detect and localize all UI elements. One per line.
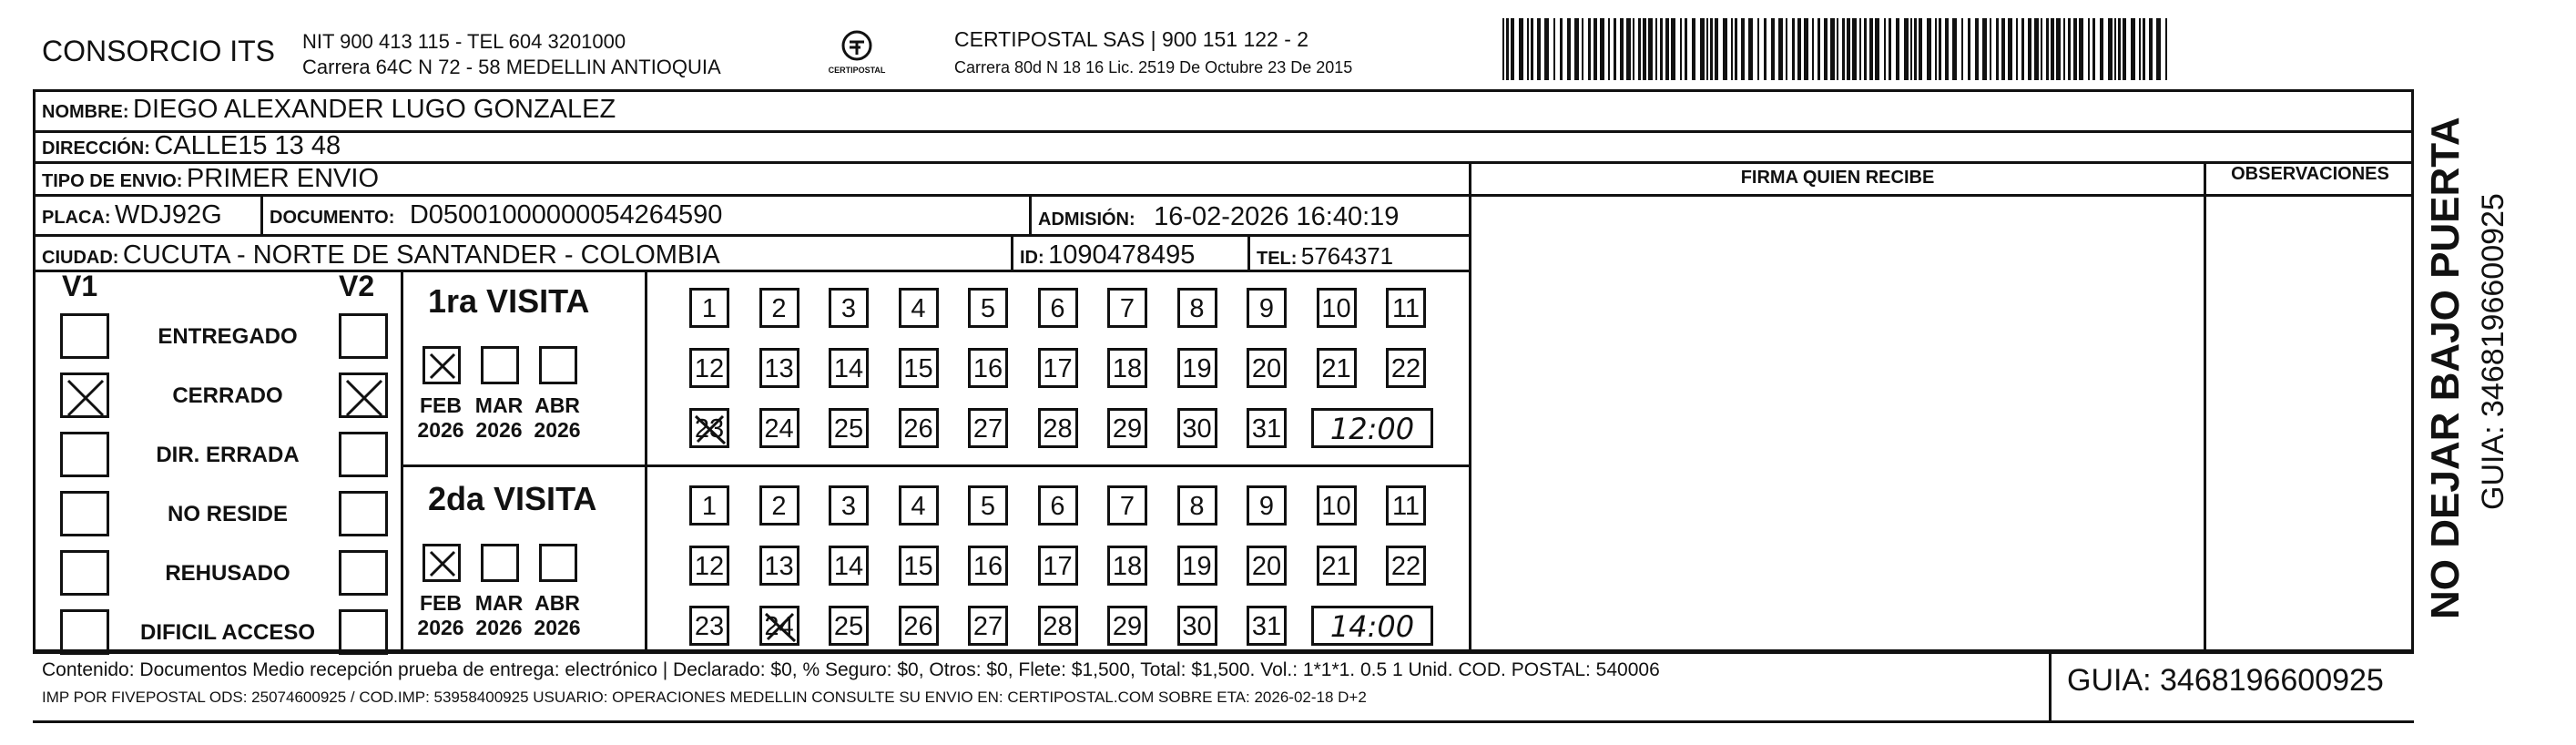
v1-checkbox[interactable] — [60, 372, 109, 418]
status-label: REHUSADO — [165, 561, 290, 586]
v2-checkbox[interactable] — [339, 550, 388, 596]
v2-checkbox[interactable] — [339, 432, 388, 477]
day-box[interactable]: 27 — [968, 606, 1008, 646]
v2-checkbox[interactable] — [339, 372, 388, 418]
day-box[interactable]: 17 — [1038, 348, 1078, 388]
v2-checkbox[interactable] — [339, 491, 388, 536]
day-box[interactable]: 3 — [829, 288, 869, 328]
month-checkbox[interactable] — [423, 544, 461, 582]
courier-address: Carrera 80d N 18 16 Lic. 2519 De Octubre 23 De 2015 — [954, 58, 1353, 77]
admision-value: 16-02-2026 16:40:19 — [1154, 202, 1400, 231]
status-label: CERRADO — [172, 383, 283, 408]
day-box[interactable]: 8 — [1177, 288, 1217, 328]
day-box[interactable]: 7 — [1107, 288, 1147, 328]
v1-checkbox[interactable] — [60, 491, 109, 536]
day-box[interactable]: 5 — [968, 288, 1008, 328]
ciudad-field — [42, 240, 720, 270]
day-box[interactable]: 3 — [829, 485, 869, 526]
company-address: Carrera 64C N 72 - 58 MEDELLIN ANTIOQUIA — [302, 56, 721, 78]
id-field — [1020, 240, 1195, 270]
month-checkbox[interactable] — [481, 346, 519, 384]
placa-label: PLACA: — [42, 208, 111, 228]
day-box[interactable]: 31 — [1247, 606, 1287, 646]
no-dejar-bajo-puerta: NO DEJAR BAJO PUERTA — [2423, 117, 2468, 619]
status-label: DIR. ERRADA — [156, 443, 300, 467]
day-box[interactable]: 20 — [1247, 546, 1287, 586]
v2-checkbox[interactable] — [339, 609, 388, 655]
time-box[interactable] — [1311, 606, 1433, 646]
status-label: ENTREGADO — [158, 324, 298, 349]
day-box[interactable]: 9 — [1247, 485, 1287, 526]
month-label: MAR 2026 — [474, 393, 524, 442]
day-box[interactable]: 14 — [829, 348, 869, 388]
day-box[interactable]: 30 — [1177, 408, 1217, 448]
day-box[interactable]: 20 — [1247, 348, 1287, 388]
day-box[interactable]: 4 — [899, 288, 939, 328]
day-box[interactable]: 15 — [899, 546, 939, 586]
day-box[interactable]: 24 — [759, 606, 799, 646]
day-box[interactable]: 23 — [689, 606, 729, 646]
vertical-guia: GUIA: 3468196600925 — [2476, 193, 2510, 510]
barcode-icon — [1501, 18, 2174, 80]
tel-value: 5764371 — [1300, 242, 1394, 270]
day-box[interactable]: 10 — [1317, 288, 1357, 328]
courier-name: CERTIPOSTAL SAS | 900 151 122 - 2 — [954, 27, 1309, 51]
month-label: ABR 2026 — [534, 393, 581, 442]
month-label: MAR 2026 — [474, 591, 524, 639]
day-box[interactable]: 21 — [1317, 348, 1357, 388]
tipo-envio-value: PRIMER ENVIO — [186, 164, 380, 193]
day-box[interactable]: 6 — [1038, 288, 1078, 328]
day-box[interactable]: 29 — [1107, 408, 1147, 448]
firma-header: FIRMA QUIEN RECIBE — [1740, 168, 1935, 188]
day-box[interactable]: 4 — [899, 485, 939, 526]
day-box[interactable]: 22 — [1386, 348, 1426, 388]
vertical-notice — [2422, 109, 2550, 619]
day-box[interactable]: 19 — [1177, 348, 1217, 388]
day-box[interactable]: 2 — [759, 485, 799, 526]
footer-guia: GUIA: 3468196600925 — [2067, 663, 2384, 698]
day-box[interactable]: 24 — [759, 408, 799, 448]
day-box[interactable]: 26 — [899, 606, 939, 646]
day-box[interactable]: 9 — [1247, 288, 1287, 328]
month-label: ABR 2026 — [534, 591, 581, 639]
direccion-row — [42, 131, 341, 161]
id-label: ID: — [1020, 248, 1044, 268]
day-box[interactable]: 19 — [1177, 546, 1217, 586]
day-box[interactable]: 25 — [829, 408, 869, 448]
day-box[interactable]: 10 — [1317, 485, 1357, 526]
v2-header: V2 — [339, 270, 375, 302]
day-box[interactable]: 17 — [1038, 546, 1078, 586]
status-label: DIFICIL ACCESO — [139, 620, 315, 645]
v1-header: V1 — [62, 270, 98, 302]
day-box[interactable]: 16 — [968, 348, 1008, 388]
placa-field — [42, 200, 222, 230]
tel-field — [1257, 242, 1393, 270]
month-label: FEB 2026 — [417, 393, 464, 442]
day-box[interactable]: 1 — [689, 485, 729, 526]
day-box[interactable]: 23 — [689, 408, 729, 448]
day-box[interactable]: 13 — [759, 546, 799, 586]
v1-checkbox[interactable] — [60, 609, 109, 655]
day-box[interactable]: 2 — [759, 288, 799, 328]
admision-field — [1038, 202, 1399, 232]
nombre-row — [42, 95, 616, 125]
day-box[interactable]: 6 — [1038, 485, 1078, 526]
day-box[interactable]: 25 — [829, 606, 869, 646]
documento-field — [270, 200, 722, 230]
tipo-envio-row — [42, 164, 379, 194]
ciudad-value: CUCUTA - NORTE DE SANTANDER - COLOMBIA — [122, 240, 720, 270]
direccion-label: DIRECCIÓN: — [42, 138, 150, 158]
day-box[interactable]: 7 — [1107, 485, 1147, 526]
status-label: NO RESIDE — [167, 502, 289, 526]
day-box[interactable]: 5 — [968, 485, 1008, 526]
documento-label: DOCUMENTO: — [270, 208, 395, 228]
day-box[interactable]: 8 — [1177, 485, 1217, 526]
day-box[interactable]: 15 — [899, 348, 939, 388]
documento-value: D05001000000054264590 — [409, 200, 723, 230]
company-name: CONSORCIO ITS — [42, 35, 276, 67]
day-box[interactable]: 11 — [1386, 485, 1426, 526]
v2-checkbox[interactable] — [339, 313, 388, 359]
nombre-label: NOMBRE: — [42, 102, 129, 122]
time-box[interactable] — [1311, 408, 1433, 448]
direccion-value: CALLE15 13 48 — [154, 131, 341, 160]
month-label: FEB 2026 — [417, 591, 464, 639]
day-box[interactable]: 18 — [1107, 348, 1147, 388]
v1-checkbox[interactable] — [60, 313, 109, 359]
signature-area[interactable] — [1471, 197, 2204, 649]
day-box[interactable]: 31 — [1247, 408, 1287, 448]
day-box[interactable]: 26 — [899, 408, 939, 448]
day-box[interactable]: 28 — [1038, 606, 1078, 646]
ciudad-label: CIUDAD: — [42, 248, 119, 268]
day-box[interactable]: 27 — [968, 408, 1008, 448]
day-box[interactable]: 21 — [1317, 546, 1357, 586]
day-box[interactable]: 13 — [759, 348, 799, 388]
time-value: 14:00 — [1329, 609, 1415, 644]
day-box[interactable]: 11 — [1386, 288, 1426, 328]
month-checkbox[interactable] — [481, 544, 519, 582]
visit-title: 1ra VISITA — [428, 282, 590, 320]
day-box[interactable]: 14 — [829, 546, 869, 586]
logo-text: CERTIPOSTAL — [828, 66, 886, 75]
day-box[interactable]: 18 — [1107, 546, 1147, 586]
certipostal-logo-icon — [824, 26, 890, 82]
placa-value: WDJ92G — [115, 200, 222, 230]
day-box[interactable]: 12 — [689, 348, 729, 388]
v1-checkbox[interactable] — [60, 432, 109, 477]
observaciones-area[interactable] — [2206, 197, 2414, 649]
day-box[interactable]: 28 — [1038, 408, 1078, 448]
tel-label: TEL: — [1257, 249, 1298, 269]
day-box[interactable]: 12 — [689, 546, 729, 586]
id-value: 1090478495 — [1048, 240, 1196, 270]
nombre-value: DIEGO ALEXANDER LUGO GONZALEZ — [133, 95, 616, 124]
day-box[interactable]: 29 — [1107, 606, 1147, 646]
month-checkbox[interactable] — [539, 346, 577, 384]
day-box[interactable]: 30 — [1177, 606, 1217, 646]
month-checkbox[interactable] — [423, 346, 461, 384]
day-box[interactable]: 22 — [1386, 546, 1426, 586]
visit-title: 2da VISITA — [428, 480, 597, 517]
tipo-envio-label: TIPO DE ENVIO: — [42, 171, 183, 191]
day-box[interactable]: 1 — [689, 288, 729, 328]
v1-checkbox[interactable] — [60, 550, 109, 596]
footer-content: Contenido: Documentos Medio recepción prueba de entrega: electrónico | Declarado: $0, % Seguro: $0, Otros: $0, Flete: $1,500, Total: $1,500. Vol.: 1*1*1. 0.5 1 Unid. COD. POSTAL: 540006 — [42, 659, 1660, 680]
day-box[interactable]: 16 — [968, 546, 1008, 586]
company-info — [302, 29, 721, 80]
month-checkbox[interactable] — [539, 544, 577, 582]
footer-print-info: IMP POR FIVEPOSTAL ODS: 25074600925 / COD.IMP: 53958400925 USUARIO: OPERACIONES MEDELLIN CONSULTE SU ENVIO EN: CERTIPOSTAL.COM SOBRE ETA: 2026-02-18 D+2 — [42, 689, 1367, 706]
admision-label: ADMISIÓN: — [1038, 209, 1135, 230]
time-value: 12:00 — [1329, 412, 1415, 446]
observaciones-header: OBSERVACIONES — [2231, 164, 2389, 184]
company-nit: NIT 900 413 115 - TEL 604 3201000 — [302, 30, 626, 53]
